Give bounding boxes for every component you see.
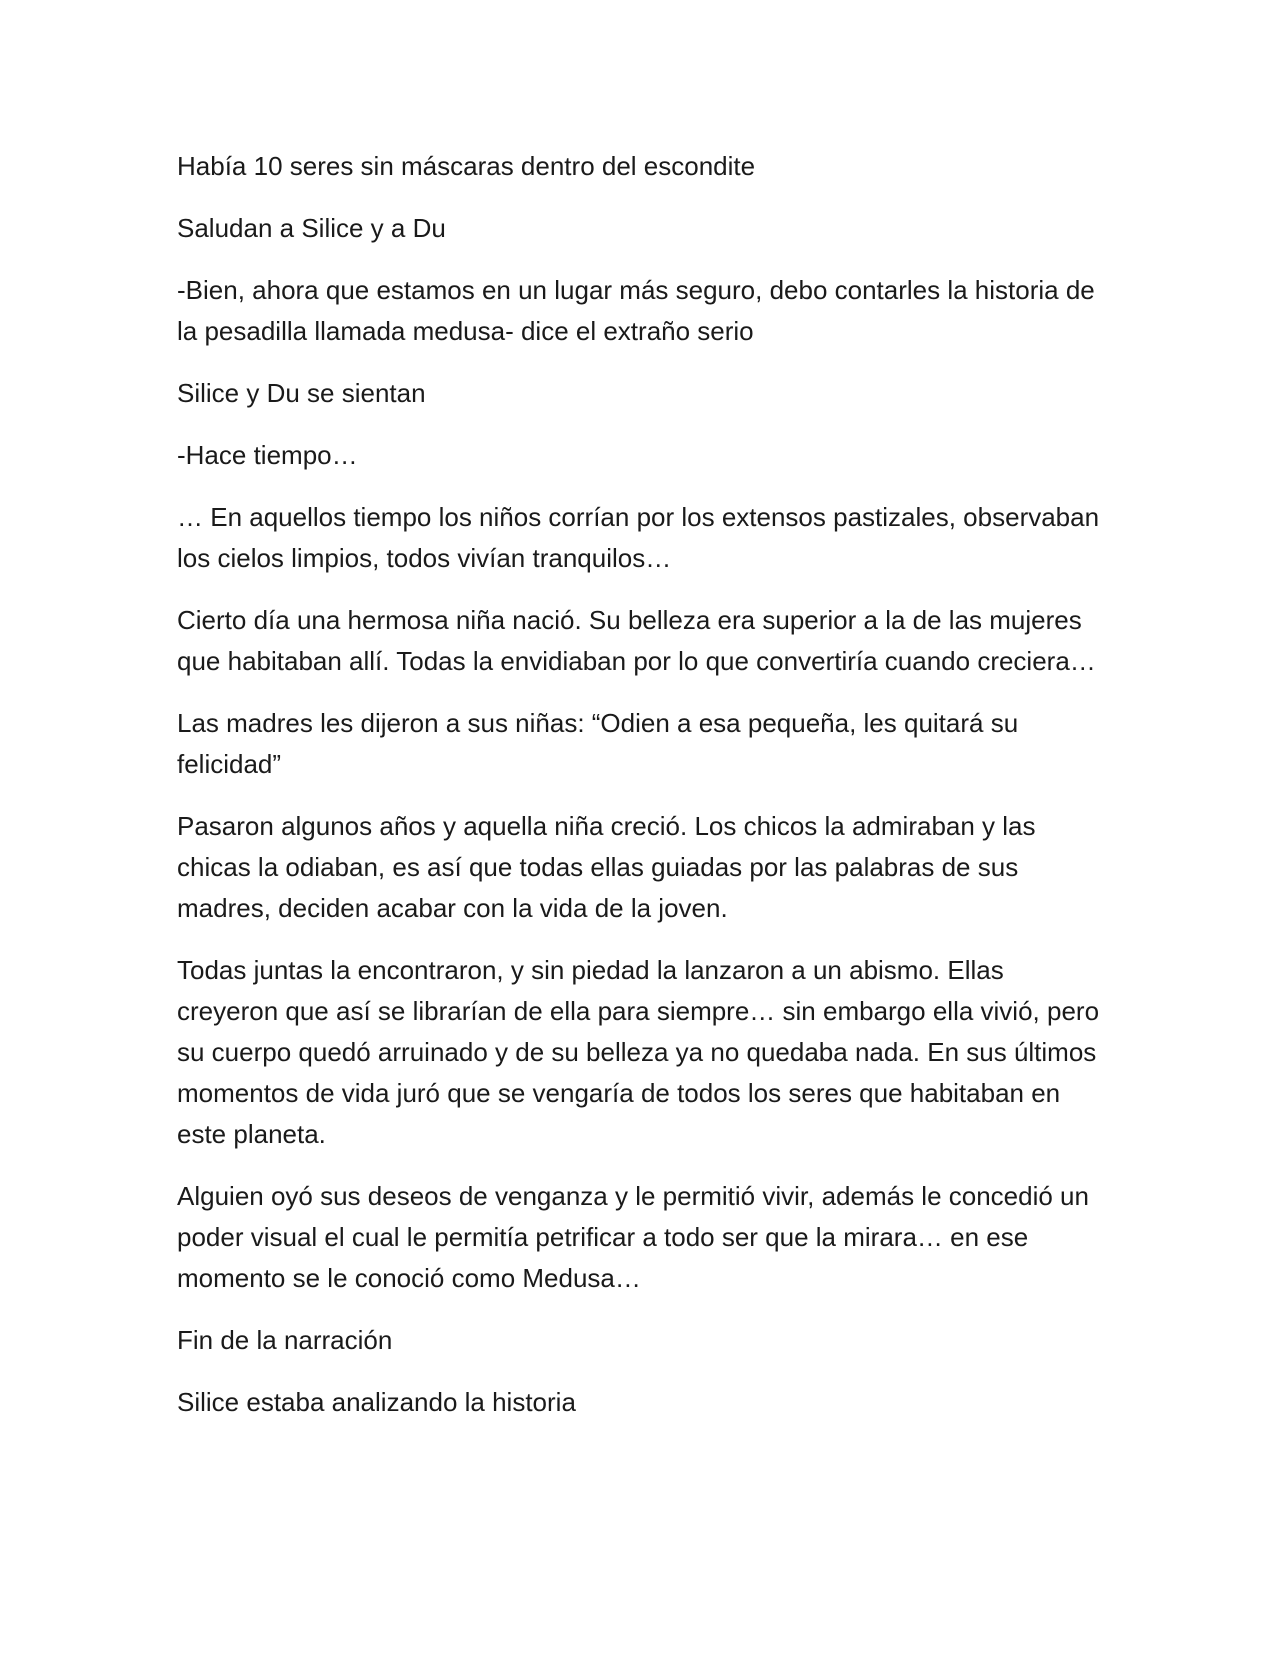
paragraph: Las madres les dijeron a sus niñas: “Odien a esa pequeña, les quitará su felicidad” bbox=[177, 708, 1019, 779]
paragraph: Saludan a Silice y a Du bbox=[177, 213, 446, 243]
paragraph: Alguien oyó sus deseos de venganza y le permitió vivir, además le concedió un poder visual el cual le permitía petrificar a todo ser que la mirara… en ese momento se le conoció como Medusa… bbox=[177, 1181, 1089, 1293]
paragraph: Silice estaba analizando la historia bbox=[177, 1387, 576, 1417]
paragraph: Silice y Du se sientan bbox=[177, 378, 426, 408]
paragraph: Había 10 seres sin máscaras dentro del escondite bbox=[177, 151, 756, 181]
paragraph: Cierto día una hermosa niña nació. Su belleza era superior a la de las mujeres que habitaban allí. Todas la envidiaban por lo que convertiría cuando creciera… bbox=[177, 605, 1096, 676]
paragraph: -Bien, ahora que estamos en un lugar más seguro, debo contarles la historia de la pesadilla llamada medusa- dice el extraño serio bbox=[177, 275, 1095, 346]
paragraph: Pasaron algunos años y aquella niña creció. Los chicos la admiraban y las chicas la odiaban, es así que todas ellas guiadas por las palabras de sus madres, deciden acabar con la vida de la joven. bbox=[177, 811, 1036, 923]
paragraph: … En aquellos tiempo los niños corrían por los extensos pastizales, observaban los cielos limpios, todos vivían tranquilos… bbox=[177, 502, 1100, 573]
paragraph: Fin de la narración bbox=[177, 1325, 393, 1355]
paragraph: Todas juntas la encontraron, y sin piedad la lanzaron a un abismo. Ellas creyeron que así se librarían de ella para siempre… sin embargo ella vivió, pero su cuerpo quedó arruinado y de su belleza ya no quedaba nada. En sus últimos momentos de vida juró que se vengaría de todos los seres que habitaban en este planeta. bbox=[177, 955, 1100, 1149]
paragraph: -Hace tiempo… bbox=[177, 440, 358, 470]
document-body bbox=[177, 146, 1107, 1444]
